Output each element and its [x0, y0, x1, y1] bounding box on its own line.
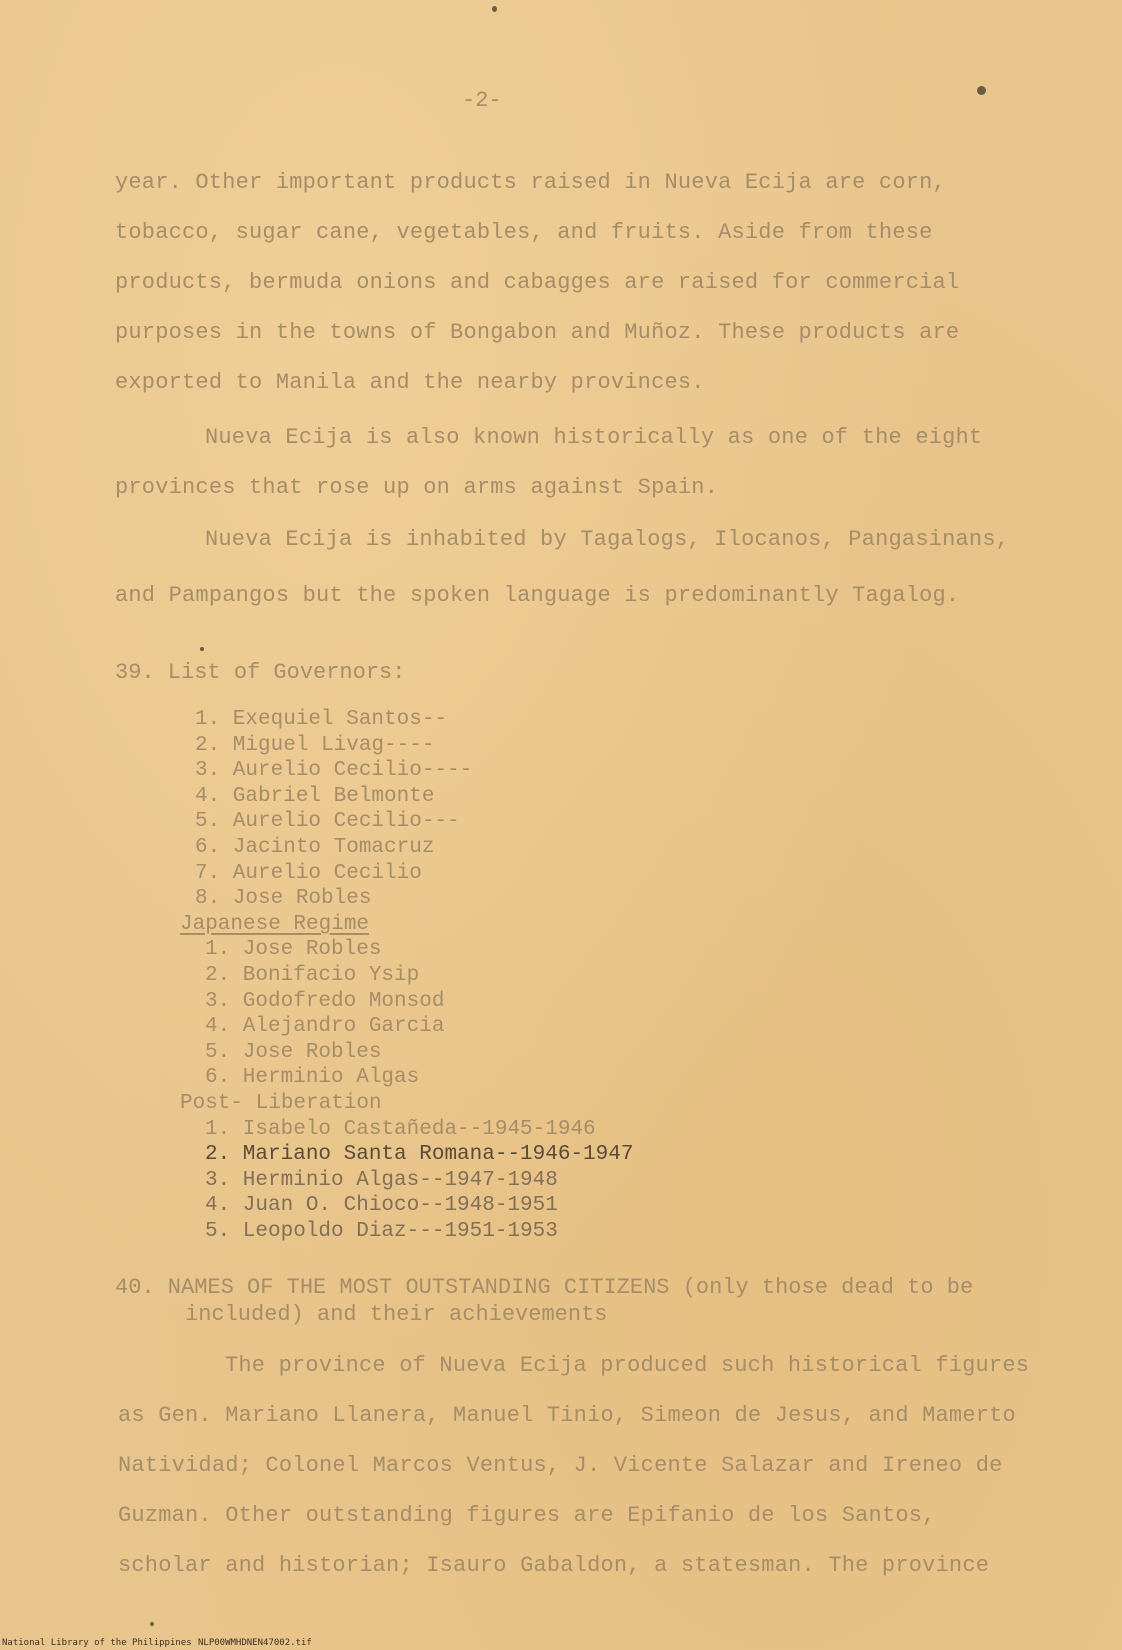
page-number: -2-	[462, 88, 502, 113]
governor-item: 3. Aurelio Cecilio----	[195, 759, 473, 783]
footer-file-id: NLP00WMHDNEN47002.tif	[198, 1638, 312, 1648]
governor-item: 4. Gabriel Belmonte	[195, 784, 435, 808]
paragraph-line: Guzman. Other outstanding figures are Epifanio de los Santos,	[118, 1503, 936, 1528]
paragraph-line: as Gen. Mariano Llanera, Manuel Tinio, Simeon de Jesus, and Mamerto	[118, 1403, 1016, 1428]
ink-speck	[977, 86, 986, 95]
governor-item: 1. Exequiel Santos--	[195, 708, 448, 731]
governor-item: 4. Juan O. Chioco--1948-1951	[205, 1194, 558, 1218]
paragraph-line: The province of Nueva Ecija produced such historical figures	[225, 1353, 1030, 1378]
paragraph-line: purposes in the towns of Bongabon and Muñoz. These products are	[115, 320, 960, 345]
post-liberation-heading: Post- Liberation	[180, 1091, 382, 1115]
governor-item: 2. Miguel Livag----	[195, 733, 435, 757]
governor-item: 8. Jose Robles	[195, 887, 372, 911]
paragraph-line: and Pampangos but the spoken language is predominantly Tagalog.	[115, 583, 960, 608]
governors-list	[180, 707, 634, 1244]
governor-item: 3. Herminio Algas--1947-1948	[205, 1168, 558, 1192]
ink-speck	[200, 647, 204, 651]
ink-speck	[150, 1622, 154, 1626]
governor-item: 4. Alejandro Garcia	[205, 1015, 445, 1039]
paragraph-line: Natividad; Colonel Marcos Ventus, J. Vicente Salazar and Ireneo de	[118, 1453, 1003, 1478]
governor-item: 2. Bonifacio Ysip	[205, 963, 420, 987]
governor-item: 1. Isabelo Castañeda--1945-1946	[205, 1117, 596, 1141]
citizens-heading: 40. NAMES OF THE MOST OUTSTANDING CITIZENS (only those dead to be	[115, 1275, 974, 1300]
governor-item: 2. Mariano Santa Romana--1946-1947	[205, 1143, 634, 1167]
footer-library: National Library of the Philippines	[2, 1638, 192, 1648]
ink-speck	[492, 6, 497, 12]
paragraph-line: year. Other important products raised in Nueva Ecija are corn,	[115, 170, 946, 195]
governor-item: 5. Jose Robles	[205, 1040, 382, 1064]
paragraph-line: tobacco, sugar cane, vegetables, and fruits. Aside from these	[115, 220, 933, 245]
governor-item: 7. Aurelio Cecilio	[195, 861, 422, 885]
paragraph-line: exported to Manila and the nearby provinces.	[115, 370, 705, 395]
governor-item: 6. Herminio Algas	[205, 1066, 420, 1090]
paragraph-line: scholar and historian; Isauro Gabaldon, a statesman. The province	[118, 1553, 990, 1578]
citizens-heading-continued: included) and their achievements	[185, 1302, 608, 1327]
paragraph-line: provinces that rose up on arms against Spain.	[115, 475, 719, 500]
governor-item: 1. Jose Robles	[205, 938, 382, 962]
governor-item: 6. Jacinto Tomacruz	[195, 835, 435, 859]
paragraph-line: products, bermuda onions and cabagges are raised for commercial	[115, 270, 960, 295]
governor-item: 3. Godofredo Monsod	[205, 989, 445, 1013]
governors-heading: 39. List of Governors:	[115, 660, 406, 685]
governor-item: 5. Aurelio Cecilio---	[195, 810, 460, 834]
paragraph-line: Nueva Ecija is also known historically as one of the eight	[205, 425, 983, 450]
governor-item: 5. Leopoldo Diaz---1951-1953	[205, 1219, 558, 1243]
paragraph-line: Nueva Ecija is inhabited by Tagalogs, Ilocanos, Pangasinans,	[205, 527, 1010, 552]
japanese-regime-heading: Japanese Regime	[180, 912, 370, 936]
